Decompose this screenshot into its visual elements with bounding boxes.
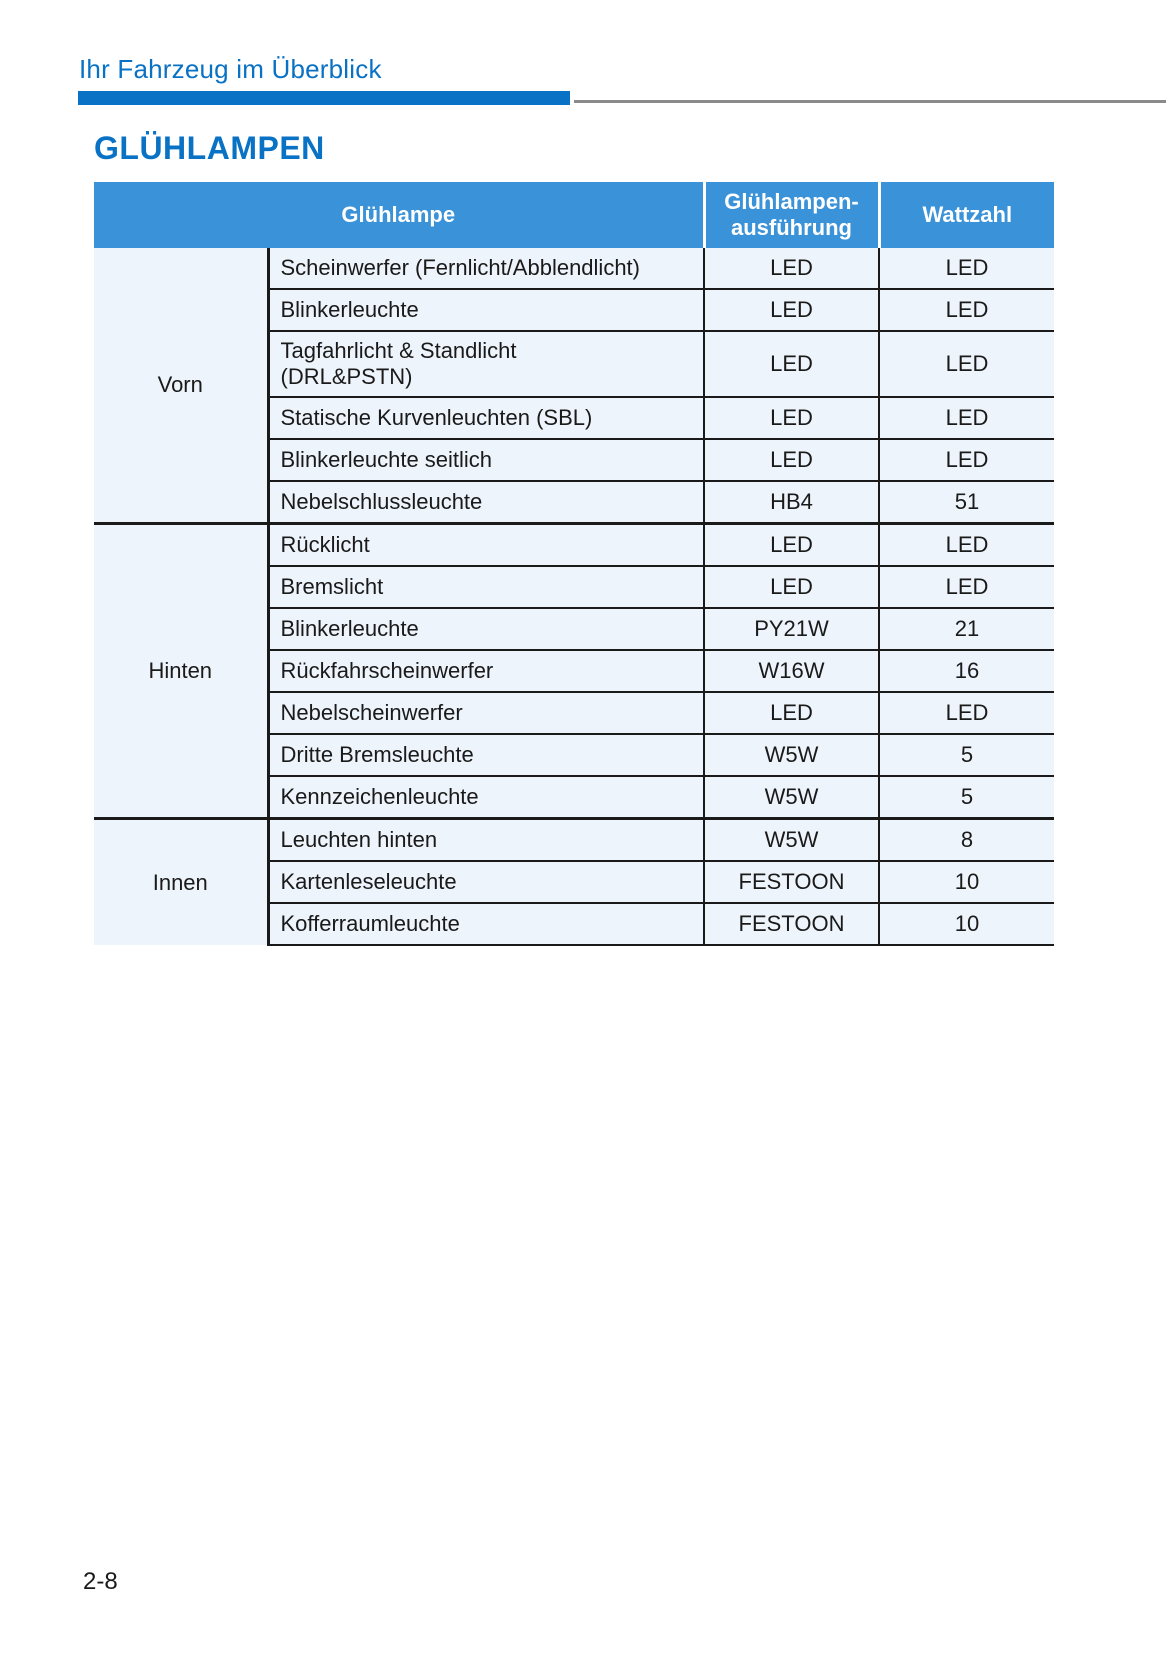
bulb-type: W5W: [704, 734, 879, 776]
column-header-type: [704, 182, 879, 248]
bulb-name: Kartenleseleuchte: [268, 861, 704, 903]
bulb-type: FESTOON: [704, 903, 879, 945]
bulb-name: Bremslicht: [268, 566, 704, 608]
group-interior: [94, 819, 1054, 946]
group-label: Hinten: [94, 524, 268, 819]
bulb-wattage: 16: [879, 650, 1054, 692]
bulb-wattage: 10: [879, 861, 1054, 903]
bulb-wattage: 10: [879, 903, 1054, 945]
bulb-type: LED: [704, 248, 879, 289]
section-title: GLÜHLAMPEN: [94, 130, 325, 166]
group-label: Vorn: [94, 248, 268, 524]
table-row: [94, 819, 1054, 862]
bulb-name: Nebelscheinwerfer: [268, 692, 704, 734]
bulb-name: Nebelschlussleuchte: [268, 481, 704, 524]
bulb-name: Rückfahrscheinwerfer: [268, 650, 704, 692]
column-header-bulb: Glühlampe: [94, 182, 704, 248]
bulb-type: W16W: [704, 650, 879, 692]
column-header-wattage: Wattzahl: [879, 182, 1054, 248]
bulb-type: FESTOON: [704, 861, 879, 903]
bulb-wattage: LED: [879, 524, 1054, 567]
bulb-wattage: LED: [879, 248, 1054, 289]
bulb-name: Rücklicht: [268, 524, 704, 567]
bulb-wattage: 8: [879, 819, 1054, 862]
table-row: [94, 524, 1054, 567]
bulb-name-line2: (DRL&PSTN): [280, 364, 413, 389]
chapter-rule: [574, 100, 1166, 103]
bulb-type: HB4: [704, 481, 879, 524]
bulb-table: [94, 182, 1054, 946]
bulb-type: LED: [704, 524, 879, 567]
bulb-name: Leuchten hinten: [268, 819, 704, 862]
bulb-name: Scheinwerfer (Fernlicht/Abblendlicht): [268, 248, 704, 289]
bulb-name: Blinkerleuchte: [268, 608, 704, 650]
bulb-wattage: LED: [879, 439, 1054, 481]
table-row: [94, 248, 1054, 289]
table-header-row: [94, 182, 1054, 248]
bulb-type: LED: [704, 331, 879, 397]
bulb-wattage: 5: [879, 776, 1054, 819]
bulb-wattage: LED: [879, 566, 1054, 608]
bulb-wattage: 21: [879, 608, 1054, 650]
chapter-rule-accent: [78, 91, 570, 105]
bulb-name: Kofferraumleuchte: [268, 903, 704, 945]
bulb-type: LED: [704, 289, 879, 331]
bulb-type: LED: [704, 397, 879, 439]
bulb-wattage: 51: [879, 481, 1054, 524]
bulb-name: Statische Kurvenleuchten (SBL): [268, 397, 704, 439]
column-header-type-line1: Glühlampen-: [724, 189, 859, 214]
bulb-wattage: LED: [879, 397, 1054, 439]
bulb-type: PY21W: [704, 608, 879, 650]
group-front: [94, 248, 1054, 524]
bulb-wattage: 5: [879, 734, 1054, 776]
bulb-name: Kennzeichenleuchte: [268, 776, 704, 819]
bulb-wattage: LED: [879, 331, 1054, 397]
bulb-type: LED: [704, 692, 879, 734]
bulb-name-line1: Tagfahrlicht & Standlicht: [280, 338, 517, 363]
bulb-type: LED: [704, 439, 879, 481]
bulb-type: LED: [704, 566, 879, 608]
group-label: Innen: [94, 819, 268, 946]
chapter-title: Ihr Fahrzeug im Überblick: [79, 54, 382, 84]
bulb-type: W5W: [704, 819, 879, 862]
bulb-wattage: LED: [879, 289, 1054, 331]
bulb-name: Blinkerleuchte seitlich: [268, 439, 704, 481]
bulb-name: Dritte Bremsleuchte: [268, 734, 704, 776]
column-header-type-line2: ausführung: [731, 215, 852, 240]
bulb-wattage: LED: [879, 692, 1054, 734]
bulb-type: W5W: [704, 776, 879, 819]
page-number: 2-8: [83, 1568, 118, 1595]
group-rear: [94, 524, 1054, 819]
bulb-name: [268, 331, 704, 397]
bulb-name: Blinkerleuchte: [268, 289, 704, 331]
